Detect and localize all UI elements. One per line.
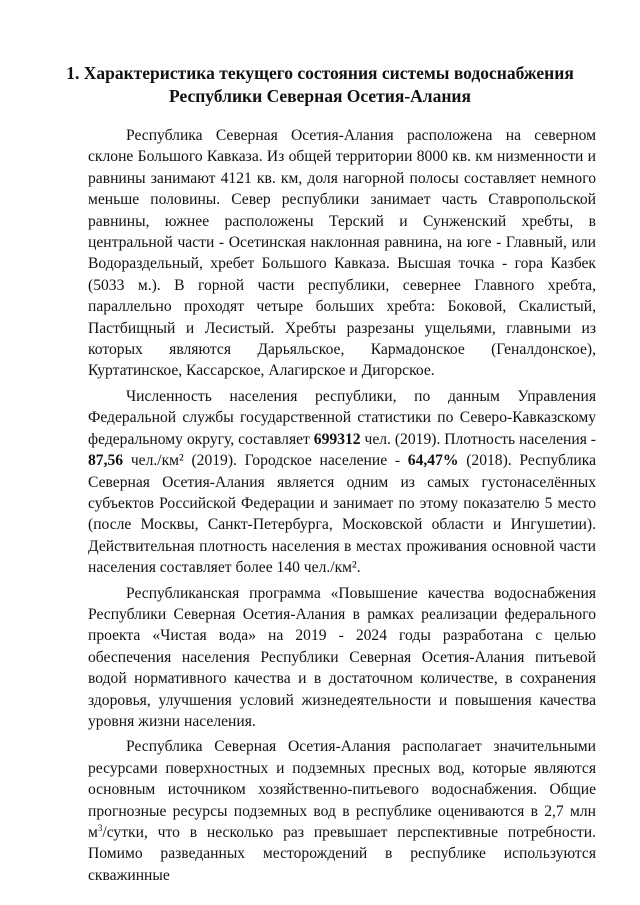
population-text-4: (2018). Республика Северная Осетия-Алания является одним из самых густонаселённых субъектов Российской Федерации и занимает по этому показателю 5 место (после Москвы, Санкт-Петербурга, Московской области и Ингушетии). Действительная плотность населения в местах проживания основной части населения составляет более 140 чел./км². bbox=[88, 452, 596, 577]
urban-population-share: 64,47% bbox=[407, 452, 459, 470]
section-title-line-1: 1. Характеристика текущего состояния системы водоснабжения bbox=[66, 63, 574, 83]
water-text-2: /сутки, что в несколько раз превышает перспективные потребности. Помимо разведанных месторождений в республике используются скважинные bbox=[88, 824, 596, 884]
section-title-line-2: Республики Северная Осетия-Алания bbox=[169, 86, 471, 106]
section-title bbox=[60, 62, 580, 108]
paragraph-geography: Республика Северная Осетия-Алания расположена на северном склоне Большого Кавказа. Из общей территории 8000 кв. км низменности и равнины занимают 4121 кв. км, доля нагорной полосы составляет немного меньше половины. Север республики занимает часть Ставропольской равнины, южнее расположены Терский и Сунженский хребты, в центральной части - Осетинская наклонная равнина, на юге - Главный, или Водораздельный, хребет Большого Кавказа. Высшая точка - гора Казбек (5033 м.). В горной части республики, севернее Главного хребта, параллельно проходят четыре больших хребта: Боковой, Скалистый, Пастбищный и Лесистый. Хребты разрезаны ущельями, главными из которых являются Дарьяльское, Кармадонское (Геналдонское), Куртатинское, Кассарское, Алагирское и Дигорское. bbox=[88, 127, 596, 380]
paragraph-population bbox=[88, 386, 596, 579]
population-text-2: чел. (2019). Плотность населения - bbox=[360, 430, 596, 448]
population-text-3: чел./км² (2019). Городское население - bbox=[123, 452, 408, 470]
population-text-1: Численность населения республики, по данным Управления Федеральной службы государственной статистики по Северо-Кавказскому федеральному округу, составляет bbox=[88, 387, 596, 448]
population-count: 699312 bbox=[313, 430, 361, 448]
population-density: 87,56 bbox=[88, 452, 124, 470]
paragraph-water-resources bbox=[88, 736, 596, 886]
cubic-superscript: 3 bbox=[97, 822, 103, 833]
paragraph-program: Республиканская программа «Повышение качества водоснабжения Республики Северная Осетия-Алания в рамках реализации федерального проекта «Чистая вода» на 2019 - 2024 годы разработана с целью обеспечения населения Республики Северная Осетия-Алания питьевой водой нормативного качества и в достаточном количестве, в сохранения здоровья, улучшения условий жизнедеятельности и повышения качества уровня жизни населения. bbox=[88, 584, 596, 730]
document-body bbox=[88, 125, 596, 890]
water-text-1: Республика Северная Осетия-Алания располагает значительными ресурсами поверхностных и подземных пресных вод, которые являются основным источником хозяйственно-питьевого водоснабжения. Общие прогнозные ресурсы подземных вод в республике оцениваются в 2,7 млн м bbox=[88, 738, 596, 841]
